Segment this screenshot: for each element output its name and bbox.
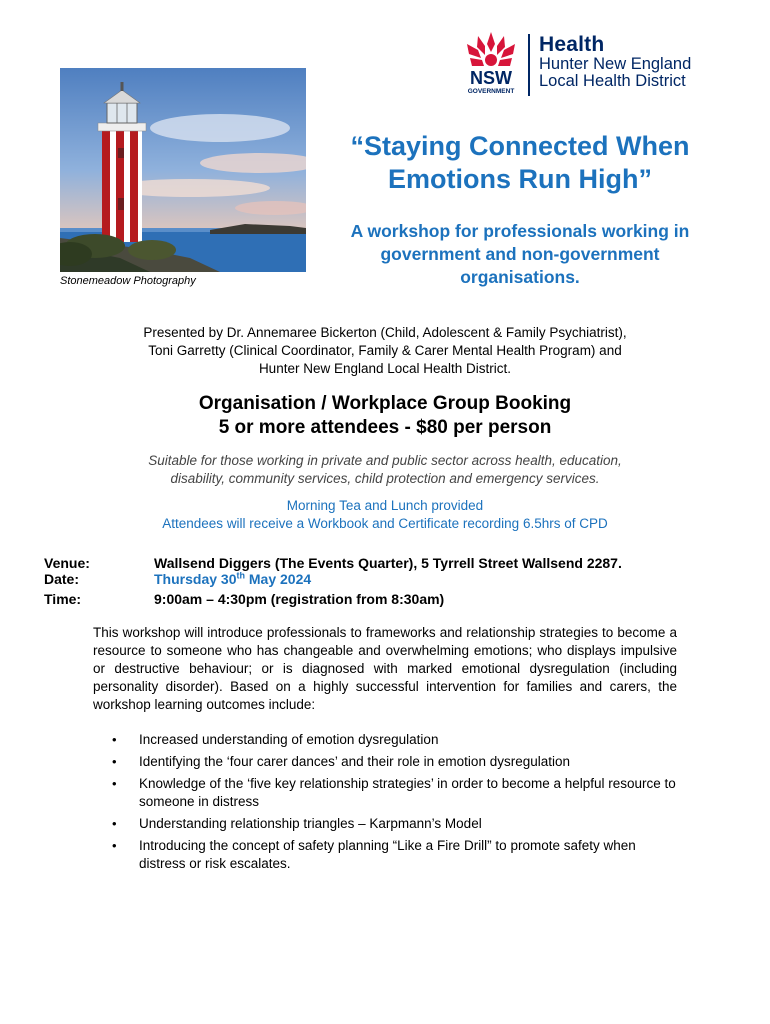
bullet-icon: • [112,837,117,853]
intro-paragraph: This workshop will introduce professionals to frameworks and relationship strategies to become a resource to someone who has changeable and overwhelming emotions; who displays impulsive or destructive behaviour; or is diagnosed with marked emotional dysregulation (including personality disorder). Based on a highly successful intervention for families and carers, the workshop learning outcomes include: [93,625,677,712]
subtitle-line1: A workshop for professionals working in [350,221,690,241]
venue-label: Venue: [44,555,90,571]
suitable-line1: Suitable for those working in private and public sector across health, education, [148,453,622,468]
bullet-icon: • [112,775,117,791]
presented-line3: Hunter New England Local Health District. [258,361,512,377]
nsw-wordmark: NSW [470,68,512,88]
provided-line2: Attendees will receive a Workbook and Certificate recording 6.5hrs of CPD [162,516,608,532]
outcome-text: Increased understanding of emotion dysregulation [139,732,439,747]
bullet-icon: • [112,815,117,831]
presented-line2: Toni Garretty (Clinical Coordinator, Family & Carer Mental Health Program) and [148,343,622,359]
booking-line1: Organisation / Workplace Group Booking [198,393,572,414]
list-item [108,753,678,771]
title-line2: Emotions Run High” [388,163,652,194]
logo-district-line2: Local Health District [539,72,686,91]
presenters-text [60,324,710,379]
photo-caption: Stonemeadow Photography [60,275,196,287]
logo-divider [528,34,530,96]
outcome-text: Introducing the concept of safety planning “Like a Fire Drill” to promote safety when distress or risk escalates. [139,837,636,871]
time-value: 9:00am – 4:30pm (registration from 8:30am) [154,591,445,607]
suitable-line2: disability, community services, child protection and emergency services. [170,471,600,487]
booking-line2: 5 or more attendees - $80 per person [218,417,552,439]
workshop-title [320,130,720,196]
logo-health: Health [539,33,605,56]
date-value [154,571,311,587]
list-item [108,731,678,749]
date-ordinal: th [236,570,245,581]
date-label: Date: [44,571,80,587]
outcome-text: Understanding relationship triangles – Karpmann’s Model [139,815,482,831]
presented-line1: Presented by Dr. Annemaree Bickerton (Child, Adolescent & Family Psychiatrist), [143,325,627,340]
time-label: Time: [44,591,82,607]
booking-heading [60,392,710,441]
suitable-for-text [60,452,710,488]
list-item [108,815,678,833]
date-prefix: Thursday 30 [154,571,237,587]
date-suffix: May 2024 [244,571,312,587]
title-line1: “Staying Connected When [350,131,690,161]
outcome-text: Identifying the ‘four carer dances’ and their role in emotion dysregulation [139,753,570,769]
subtitle-line2: government and non-government [380,243,660,264]
provided-line1: Morning Tea and Lunch provided [286,498,484,513]
catering-and-cpd-text [60,497,710,533]
government-wordmark: GOVERNMENT [467,88,515,95]
list-item [108,775,678,811]
workshop-subtitle [318,220,722,288]
outcome-text: Knowledge of the ‘five key relationship strategies’ in order to become a helpful resource to someone in distress [139,775,676,809]
nsw-waratah-logo [458,30,524,96]
health-district-logo-text [539,34,691,91]
subtitle-line3: organisations. [460,266,580,287]
lighthouse-photo [60,68,306,272]
bullet-icon: • [112,753,117,769]
list-item [108,837,678,873]
bullet-icon: • [112,732,117,747]
learning-outcomes-list [108,731,678,877]
logo-district-line1: Hunter New England [539,55,692,74]
venue-value: Wallsend Diggers (The Events Quarter), 5 Tyrrell Street Wallsend 2287. [154,555,622,571]
